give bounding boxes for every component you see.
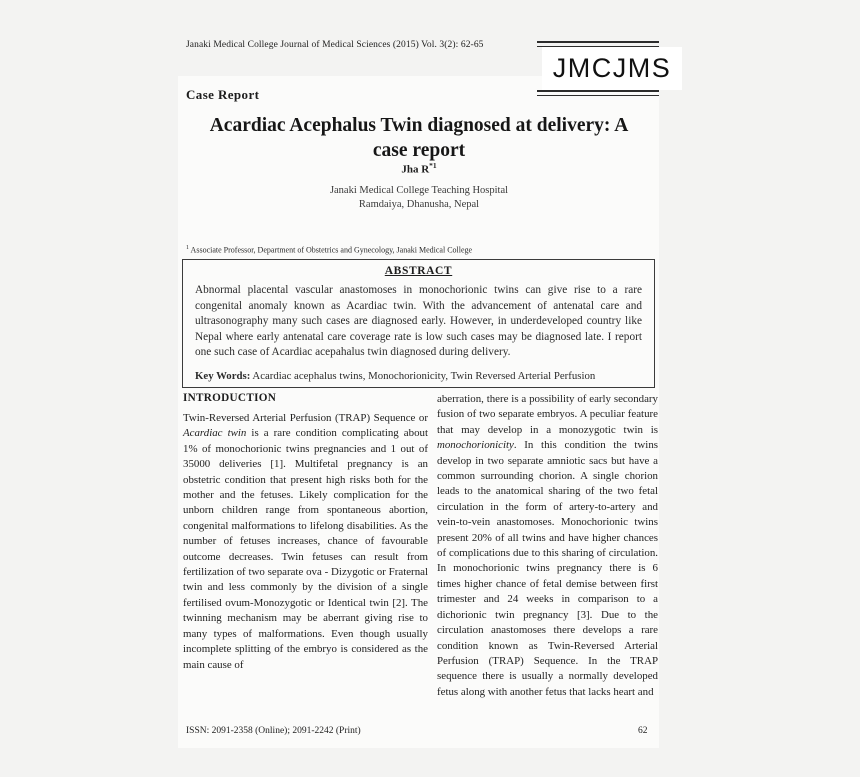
abstract-box (182, 259, 655, 388)
article-type-label: Case Report (186, 87, 260, 102)
intro-left-italic-term: Acardiac twin (183, 427, 247, 440)
two-column-body (183, 392, 658, 700)
author-line (193, 161, 645, 176)
journal-citation-line: Janaki Medical College Journal of Medical Sciences (2015) Vol. 3(2): 62-65 (186, 40, 484, 50)
right-column (437, 392, 658, 700)
affiliation-line-2: Ramdaiya, Dhanusha, Nepal (358, 199, 480, 210)
intro-left-text-2: is a rare condition complicating about 1% of monochorionic twins pregnancies and 1 out of 35000 deliveries [1]. Multifetal pregnancy is an obstetric condition that present high risks both for the mother and the fetuses. Likely complication for the unborn children range from spontaneous abortion, congenital malformations to lifelong disabilities. As the number of fetuses increases, chance of favourable outcome decreases. Twin fetuses can result from fertilization of two separate ova - Dizygotic or Fraternal twin and less commonly by the division of a single fertilised ovum-Monozygotic or Identical twin [2]. The twinning mechanism may be aberrant giving rise to many types of malformations. Even though usually incomplete splitting of the embryo is considered as the main cause of (183, 427, 429, 671)
left-column (183, 392, 428, 700)
affiliation-block (193, 184, 645, 212)
intro-right-italic-term: monochorionicity (437, 439, 514, 452)
introduction-heading: INTRODUCTION (183, 392, 277, 404)
intro-right-text-1: aberration, there is a possibility of early secondary fusion of two separate embryos. A peculiar feature that may develop in a monozygotic twin is (437, 393, 658, 436)
author-name: Jha R (401, 163, 430, 176)
journal-logo: JMCJMS (542, 47, 682, 90)
keywords-line (195, 370, 642, 382)
intro-left-text-1: Twin-Reversed Arterial Perfusion (TRAP) Sequence or (183, 412, 428, 424)
author-footnote (186, 245, 472, 255)
keywords-text: Acardiac acephalus twins, Monochorionicity, Twin Reversed Arterial Perfusion (250, 369, 596, 382)
introduction-paragraph-right (437, 392, 658, 700)
intro-right-text-2: . In this condition the twins develop in two separate amniotic sacs but have a common surrounding chorion. A single chorion leads to the anatomical sharing of the two fetal circulation in the form of artery-to-artery and vein-to-vein anastomoses. Monochorionic twins present 20% of all twins and have higher chances of complications due to this sharing of circulation. In monochorionic twins pregnancy there is 6 times higher chance of fetal demise between first trimester and 24 weeks in comparison to a dichorionic twin pregnancy [3]. Due to the circulation anastomoses there develops a rare condition known as Twin-Reversed Arterial Perfusion (TRAP) Sequence. In the TRAP sequence there is usually a normally developed fetus along with another fetus that lacks heart and (437, 439, 658, 698)
affiliation-line-1: Janaki Medical College Teaching Hospital (329, 185, 509, 196)
paper-title: Acardiac Acephalus Twin diagnosed at delivery: A case report (209, 115, 629, 161)
author-superscript: *1 (429, 161, 437, 170)
logo-bottom-rule (537, 90, 659, 96)
abstract-body: Abnormal placental vascular anastomoses in monochorionic twins can give rise to a rare congenital anomaly known as Acardiac twin. With the advancement of antenatal care and ultrasonography many such cases are diagnosed early. However, in underdeveloped country like Nepal where early antenatal care coverage rate is low such cases may be diagnosed late. I report one such case of Acardiac acepahalus twin diagnosed during delivery. (195, 284, 642, 359)
introduction-paragraph-left (183, 411, 428, 673)
abstract-heading: ABSTRACT (384, 265, 453, 277)
footnote-superscript: 1 (186, 245, 189, 251)
footnote-text: Associate Professor, Department of Obstetrics and Gynecology, Janaki Medical College (189, 245, 473, 255)
keywords-label: Key Words: (195, 369, 251, 382)
footer-issn: ISSN: 2091-2358 (Online); 2091-2242 (Print) (186, 726, 361, 736)
footer-page-number: 62 (638, 726, 648, 736)
journal-logo-block (537, 41, 672, 96)
